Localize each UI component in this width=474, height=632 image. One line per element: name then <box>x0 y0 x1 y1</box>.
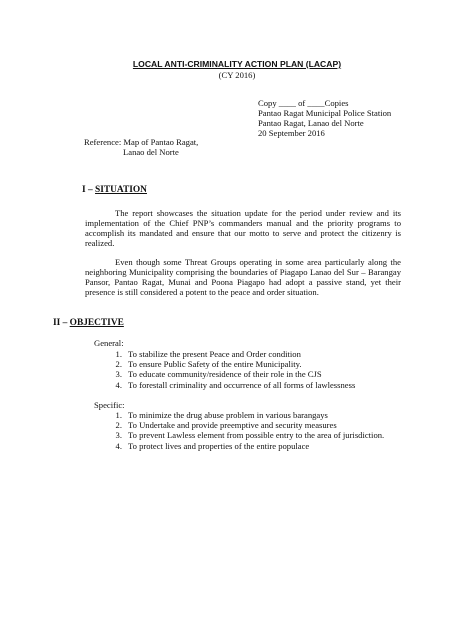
document-date: 20 September 2016 <box>258 128 325 138</box>
list-item: 3. To educate community/residence of their role in the CJS <box>115 369 322 380</box>
document-subtitle: (CY 2016) <box>218 70 256 80</box>
objective-heading <box>53 318 124 328</box>
situation-paragraph-1: The report showcases the situation update for the period under review and its implementation of the Chief PNP’s commanders manual and the priority programs to accomplish its mandated and ensure that our motto to serve and protect the citizenry is realized. <box>85 208 401 249</box>
general-label: General: <box>94 338 124 348</box>
specific-label: Specific: <box>94 400 125 410</box>
specific-list <box>100 410 384 451</box>
list-item: 4. To forestall criminality and occurrence of all forms of lawlessness <box>115 379 356 390</box>
list-item: 2. To Undertake and provide preemptive and security measures <box>115 420 337 431</box>
list-item: 4. To protect lives and properties of the entire populace <box>115 440 310 451</box>
list-item: 1. To minimize the drug abuse problem in various barangays <box>115 410 328 420</box>
objective-prefix: II – <box>53 318 70 328</box>
list-item: 1. To stabilize the present Peace and Order condition <box>115 349 301 359</box>
station-name: Pantao Ragat Municipal Police Station <box>258 108 392 118</box>
situation-prefix: I – <box>82 185 96 195</box>
situation-heading <box>82 185 147 195</box>
document-title: LOCAL ANTI-CRIMINALITY ACTION PLAN (LACAP) <box>132 59 342 69</box>
station-location: Pantao Ragat, Lanao del Norte <box>258 118 364 128</box>
list-item: 3. To prevent Lawless element from possible entry to the area of jurisdiction. <box>115 430 385 441</box>
list-item: 2. To ensure Public Safety of the entire Municipality. <box>115 359 302 370</box>
reference-block <box>84 137 198 157</box>
general-list <box>100 349 355 390</box>
situation-title: SITUATION <box>95 185 147 195</box>
reference-line-1: Reference: Map of Pantao Ragat, <box>84 137 199 147</box>
reference-line-2: Lanao del Norte <box>123 147 179 158</box>
objective-title: OBJECTIVE <box>69 318 124 328</box>
copy-line: Copy ____ of ____Copies <box>258 98 349 108</box>
situation-paragraph-2: Even though some Threat Groups operating in some area particularly along the neighboring Municipality comprising the boundaries of Piagapo Lanao del Sur – Barangay Pansor, Pantao Ragat, Munai and Poona Piagapo had adopt a passive stand, yet their presence is still considered a potent to the peace and order situation. <box>85 257 401 298</box>
